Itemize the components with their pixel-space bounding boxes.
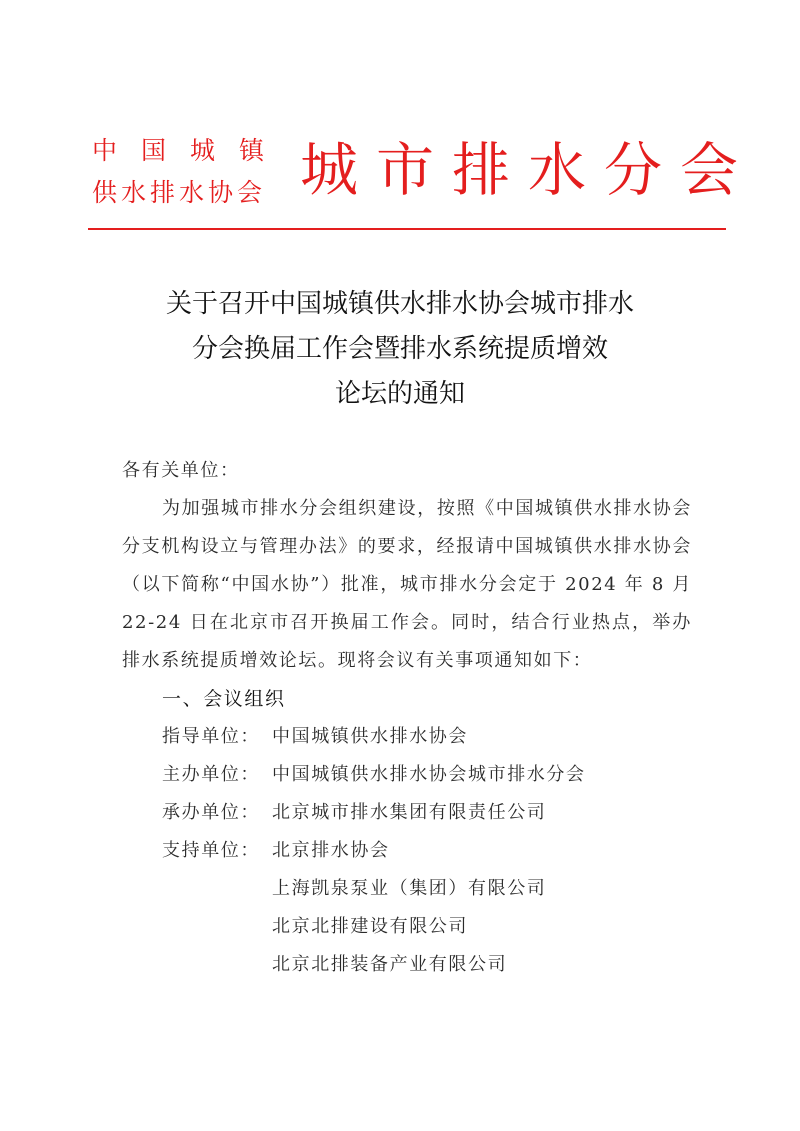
- org-row-guidance: [122, 718, 692, 756]
- org-label: 支持单位：: [162, 840, 260, 861]
- org-label: 承办单位：: [162, 802, 260, 823]
- org-label: 指导单位：: [162, 726, 260, 747]
- org-value: 北京排水协会: [272, 840, 390, 861]
- org-value: 北京城市排水集团有限责任公司: [272, 802, 547, 823]
- org-row-host: [122, 756, 692, 794]
- letterhead-divider: [88, 228, 726, 230]
- intro-paragraph: 为加强城市排水分会组织建设，按照《中国城镇供水排水协会分支机构设立与管理办法》的要求，经报请中国城镇供水排水协会（以下简称“中国水协”）批准，城市排水分会定于 2024 年 8 月 22-24 日在北京市召开换届工作会。同时，结合行业热点，举办排水系统提质增效论坛。现将会议有关事项通知如下：: [122, 498, 692, 671]
- org-label: [162, 946, 272, 984]
- org-row-organizer: [122, 794, 692, 832]
- org-row-support-3: [122, 908, 692, 946]
- title-line-3: 论坛的通知: [334, 379, 465, 409]
- org-label: 主办单位：: [162, 764, 260, 785]
- org-value: 北京北排建设有限公司: [272, 916, 468, 937]
- salutation: 各有关单位：: [122, 460, 240, 481]
- org-label: [162, 908, 272, 946]
- org-label: [162, 870, 272, 908]
- letterhead-org-name: [92, 130, 288, 214]
- org-row-support-2: [122, 870, 692, 908]
- document-body: [122, 452, 692, 984]
- document-title: [100, 282, 700, 417]
- section-heading-meeting-organization: 一、会议组织: [162, 688, 286, 710]
- org-value: 北京北排装备产业有限公司: [272, 954, 508, 975]
- title-line-2: 分会换届工作会暨排水系统提质增效: [191, 334, 608, 364]
- title-line-1: 关于召开中国城镇供水排水协会城市排水: [165, 289, 634, 319]
- org-value: 中国城镇供水排水协会城市排水分会: [272, 764, 586, 785]
- org-value: 中国城镇供水排水协会: [272, 726, 468, 747]
- letterhead-org-line1: 中国城镇: [92, 136, 289, 165]
- org-value: 上海凯泉泵业（集团）有限公司: [272, 878, 547, 899]
- letterhead-branch-name: 城市排水分会: [300, 136, 757, 204]
- org-row-support: [122, 832, 692, 870]
- org-row-support-4: [122, 946, 692, 984]
- letterhead-org-line2: 供水排水协会: [92, 178, 267, 207]
